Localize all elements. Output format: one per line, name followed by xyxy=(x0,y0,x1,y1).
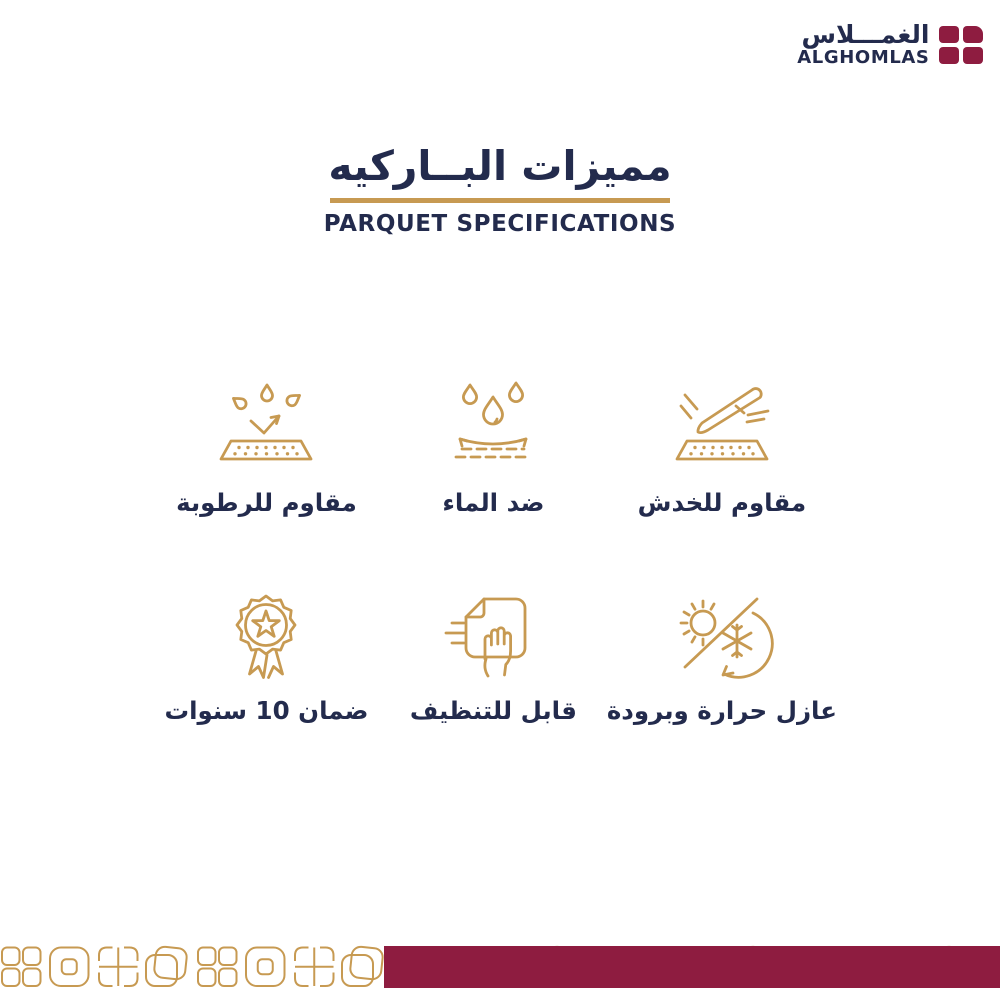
waterproof-icon xyxy=(434,381,552,473)
thermal-insulation-icon xyxy=(663,589,781,681)
header xyxy=(0,140,1000,237)
feature-label: ضد الماء xyxy=(442,488,545,517)
feature-scratch-resistant xyxy=(607,381,837,517)
moisture-resistant-icon xyxy=(207,381,325,473)
feature-label: مقاوم للرطوبة xyxy=(176,488,357,517)
footer-maroon-bar xyxy=(384,946,1000,988)
scratch-resistant-icon xyxy=(663,381,781,473)
logo-name-arabic: الغمـــلاس xyxy=(801,20,930,49)
page-subtitle-english: PARQUET SPECIFICATIONS xyxy=(323,211,677,238)
feature-label: عازل حرارة وبرودة xyxy=(606,696,837,725)
features-grid xyxy=(153,381,837,725)
page-title-arabic: مميزات البــاركيه xyxy=(328,142,672,190)
logo-name-english: ALGHOMLAS xyxy=(797,47,930,69)
logo-squares-icon xyxy=(939,26,984,65)
feature-cleanable xyxy=(380,589,607,725)
feature-moisture-resistant xyxy=(153,381,380,517)
cleanable-icon xyxy=(434,589,552,681)
feature-label: قابل للتنظيف xyxy=(409,696,577,725)
title-divider xyxy=(330,198,670,203)
feature-thermal-insulation xyxy=(607,589,837,725)
feature-label: ضمان 10 سنوات xyxy=(164,696,369,725)
alghomlas-logo xyxy=(797,22,983,68)
feature-label: مقاوم للخدش xyxy=(637,488,807,517)
warranty-badge-icon xyxy=(207,589,325,681)
feature-waterproof xyxy=(380,381,607,517)
feature-warranty xyxy=(153,589,380,725)
logo-text xyxy=(797,22,929,68)
